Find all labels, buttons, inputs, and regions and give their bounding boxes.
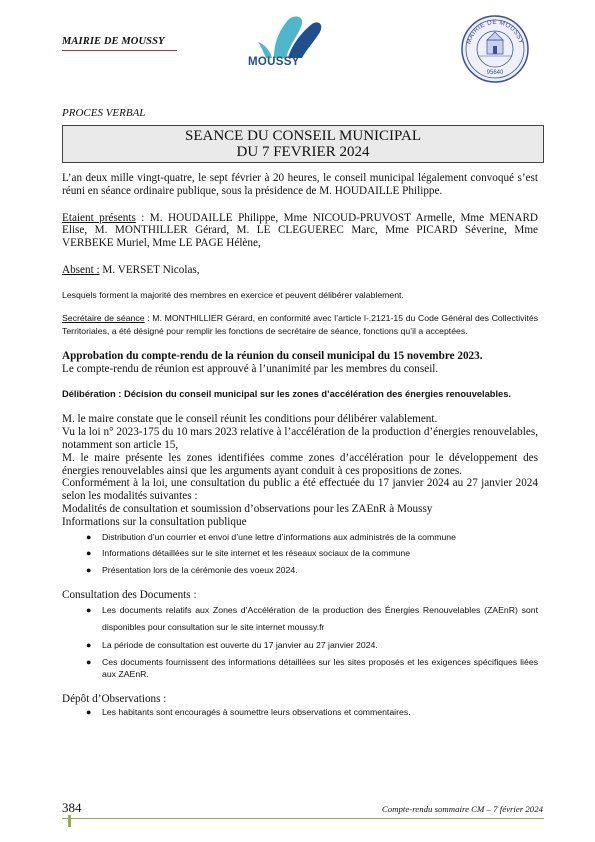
list-item: ● Informations détaillées sur le site internet et les réseaux sociaux de la commune [86,548,411,559]
depot-list [86,706,538,719]
bullet-icon: ● [86,604,92,615]
majority-paragraph: Lesquels forment la majorité des membres en exercice et peuvent délibérer valablement. [62,289,404,300]
consultation-list [86,602,538,681]
mairie-underline [62,50,177,51]
paragraph-4: Modalités de consultation et soumission d’observations pour les ZAEnR à Moussy [62,502,433,515]
list-item: ● La période de consultation est ouverte du 17 janvier au 27 janvier 2024. [86,639,378,650]
consultation-heading: Consultation des Documents : [62,588,197,601]
approval-heading: Approbation du compte-rendu de la réunion du conseil municipal du 15 novembre 2023. [62,349,483,362]
secretary-label: Secrétaire de séance [62,312,145,323]
seal-text-bottom: 95640 [486,70,504,76]
title-line-1: SEANCE DU CONSEIL MUNICIPAL [185,128,421,144]
title-line-2: DU 7 FEVRIER 2024 [236,144,370,160]
present-paragraph [62,212,538,250]
moussy-logo [244,14,336,82]
intro-paragraph: L’an deux mille vingt-quatre, le sept février à 20 heures, le conseil municipal légalement convoqué s’est réuni en séance ordinaire publique, sous la présidence de M. HOUDAILLE Philippe. [62,172,538,197]
document-body [62,172,538,719]
footer-caption: Compte-rendu sommaire CM – 7 février 2024 [381,804,543,814]
absent-paragraph [62,264,538,277]
paragraph-1: Vu la loi n° 2023-175 du 10 mars 2023 relative à l’accélération de la production d’énergies renouvelables, notamment son article 15, [62,426,538,451]
mairie-seal [460,14,530,84]
depot-heading: Dépôt d’Observations : [62,693,167,706]
list-item: ● Les habitants sont encouragés à soumettre leurs observations et commentaires. [86,706,411,717]
document-type: PROCES VERBAL [62,107,146,119]
bullet-icon: ● [86,639,92,650]
absent-label: Absent : [62,263,100,276]
paragraph-3: Conformément à la loi, une consultation du public a été effectuée du 17 janvier 2024 au 27 janvier 2024 selon les modalités suivantes : [62,477,538,503]
paragraph-0: M. le maire constate que le conseil réunit les conditions pour délibérer valablement. [62,413,438,426]
deliberation-heading [62,387,538,401]
info-list [86,531,538,577]
present-label: Etaient présents [62,211,136,224]
seal-text-top: MAIRIE DE MOUSSY [465,18,525,45]
title-box [62,125,544,163]
absent-text: M. VERSET Nicolas, [99,263,200,276]
header-left [62,36,177,51]
footer-accent-bar [68,815,71,827]
secretary-text: : M. MONTHILLIER Gérard, en conformité avec l’article l-.2121-15 du Code Général des Collectivités Territoriales, a été désigné pour remplir les fonctions de secrétaire de séance, fonctions qu’il a acceptées. [62,312,538,336]
deliberation-label: Délibération : [62,389,122,400]
deliberation-body [62,413,538,528]
bullet-icon: ● [86,706,92,717]
present-text: : M. HOUDAILLE Philippe, Mme NICOUD-PRUVOST Armelle, Mme MENARD Elise, M. MONTHILLER Gérard, M. LE CLEGUEREC Marc, Mme PICARD Séverine, Mme VERBEKE Muriel, Mme LE PAGE Hélène, [62,211,538,250]
paragraph-5: Informations sur la consultation publique [62,515,247,528]
approval-text: Le compte-rendu de réunion est approuvé à l’unanimité par les membres du conseil. [62,362,439,375]
page-number: 384 [62,800,82,815]
paragraph-2: M. le maire présente les zones identifiées comme zones d’accélération pour le développement des énergies renouvelables ainsi que les arguments ayant conduit à ces propositions de zones. [62,451,538,477]
secretary-paragraph [62,312,538,338]
list-item: ● Présentation lors de la cérémonie des voeux 2024. [86,565,298,576]
mairie-name: MAIRIE DE MOUSSY [62,36,165,47]
bullet-icon: ● [86,548,92,559]
list-item: ● Les documents relatifs aux Zones d’Accélération de la production des Énergies Renouvelables (ZAEnR) sont disponibles pour consultation sur le site internet moussy.fr [86,602,538,636]
footer-rule [62,818,544,819]
bullet-icon: ● [86,531,92,542]
logo-text: MOUSSY [248,56,300,68]
bullet-icon: ● [86,656,92,667]
list-item: ● Ces documents fournissent des informations détaillées sur les sites proposés et les exigences spécifiques liées aux ZAEnR. [86,656,538,680]
deliberation-text: Décision du conseil municipal sur les zones d’accélération des énergies renouvelables. [121,389,511,400]
bullet-icon: ● [86,565,92,576]
list-item: ● Distribution d’un courrier et envoi d’une lettre d’informations aux administrés de la commune [86,531,456,542]
